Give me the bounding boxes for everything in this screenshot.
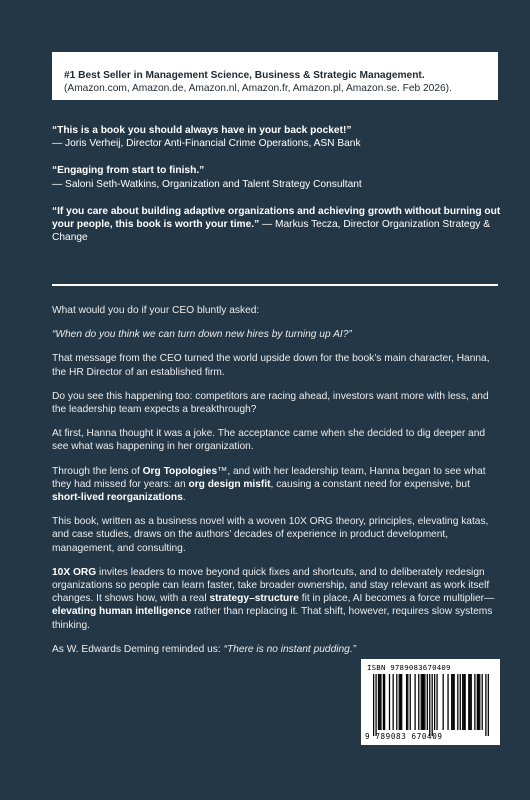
paragraph-5: At first, Hanna thought it was a joke. The acceptance came when she decided to dig deeper and see what was happening in her organization. [52,428,486,453]
endorsement-1-attribution: — Joris Verheij, Director Anti-Financial Crime Operations, ASN Bank [52,138,361,150]
barcode-bar [410,674,411,730]
endorsement-2 [52,164,502,190]
barcode-bar [469,674,470,730]
barcode-bar [429,674,430,736]
paragraph-6: Through the lens of Org Topologies™, and with her leadership team, Hanna began to see what they had missed for years: an org design misfit, causing a constant need for expensive, but short-lived reorganizations. [52,465,486,504]
barcode-bar [482,674,483,730]
endorsement-3-attribution: — Markus Tecza, Director Organization Strategy & Change [52,219,490,244]
isbn-label: ISBN 9789083670409 [367,663,451,672]
barcode-bar [460,674,461,730]
bestseller-stores: (Amazon.com, Amazon.de, Amazon.nl, Amazon.fr, Amazon.pl, Amazon.se. Feb 2026). [64,83,452,94]
barcode-bar [452,674,453,730]
paragraph-4: Do you see this happening too: competitors are racing ahead, investors want more with less, and the leadership team expects a breakthrough? [52,390,489,416]
barcode-bar [406,674,407,730]
barcode-bar [378,674,379,730]
barcode-bar [477,674,478,730]
barcode-bar [471,674,472,730]
barcode-bar [422,674,423,730]
barcode-bar [485,674,486,736]
barcode-bar [407,674,408,730]
barcode-bar [383,674,384,730]
paragraph-9: As W. Edwards Deming reminded us: “There is no instant pudding.” [52,643,357,655]
paragraph-8: 10X ORG invites leaders to move beyond quick fixes and shortcuts, and to deliberately redesign organizations so people can learn faster, take broader ownership, and stay relevant as work itself changes. It shows how, with a real strategy–structure fit in place, AI becomes a force multiplier—elevating human intelligence rather than replacing it. That shift, however, requires slow systems thinking. [52,566,495,631]
barcode-bar [488,674,489,736]
endorsement-2-text: “Engaging from start to finish.” [52,165,205,177]
barcode-bar [399,674,400,730]
barcode-bar [423,674,424,730]
barcode-bar [380,674,381,730]
barcode-bar [474,674,475,730]
barcode-bar [396,674,397,730]
barcode-bar [414,674,415,730]
paragraph-7: This book, written as a business novel with a woven 10X ORG theory, principles, elevating katas, and case studies, draws on the authors’ decades of experience in product development, management, and consulting. [52,516,489,554]
barcode-bar [424,674,425,730]
barcode-bar [468,674,469,730]
barcode-bar [447,674,448,730]
barcode-bar [389,674,390,730]
paragraph-2: “When do you think we can turn down new hires by turning up AI?” [52,329,352,341]
bestseller-banner [52,52,498,100]
barcode-bar [434,674,435,730]
barcode-bar [432,674,433,736]
barcode-bar [379,674,380,730]
barcode-bar [465,674,466,730]
barcode-bar [462,674,463,730]
paragraph-1: What would you do if your CEO bluntly asked: [52,305,260,316]
barcode-bar [457,674,458,730]
endorsement-3 [52,205,502,245]
endorsement-2-attribution: — Saloni Seth-Watkins, Organization and Talent Strategy Consultant [52,178,362,190]
barcode-bar [393,674,394,730]
barcode-bar [375,674,376,736]
bestseller-headline: #1 Best Seller in Management Science, Business & Strategic Management. [64,70,425,81]
endorsements [52,124,502,258]
paragraph-3: That message from the CEO turned the world upside down for the book’s main character, Hanna, the HR Director of an established firm. [52,353,490,378]
barcode-bar [451,674,452,730]
ean-digits: 9 789083 670409 [365,732,443,741]
barcode-bar [436,674,437,730]
endorsement-1 [52,124,502,150]
barcode-bar [384,674,385,730]
book-description [52,304,500,667]
barcode-bar [463,674,464,730]
barcode-bar [400,674,401,730]
endorsement-1-text: “This is a book you should always have in your back pocket!” [52,125,352,136]
section-divider [52,284,498,286]
barcode-bar [454,674,455,730]
barcode-bar [373,674,374,736]
barcode-bar [401,674,402,730]
endorsement-3-text: “If you care about building adaptive organizations and achieving growth without burning out your people, this book is worth your time.” [52,205,501,231]
barcode-bar [479,674,480,730]
barcode-bar [443,674,444,730]
barcode-bar [421,674,422,730]
isbn-barcode [361,659,500,745]
barcode-bar [478,674,479,730]
barcode-bar [427,674,428,730]
barcode-bar [418,674,419,730]
